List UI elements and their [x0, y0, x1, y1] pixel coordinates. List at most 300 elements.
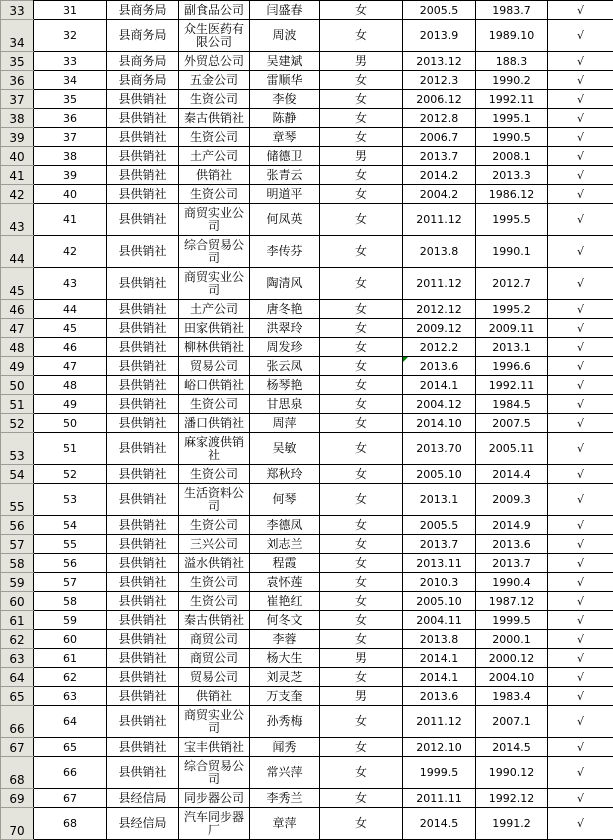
- start-date-cell[interactable]: 1990.12: [476, 757, 548, 789]
- row-header[interactable]: 42: [1, 185, 34, 204]
- gender-cell[interactable]: 女: [320, 20, 403, 52]
- date-cell[interactable]: 2011.12: [403, 204, 476, 236]
- name-cell[interactable]: 刘灵芝: [250, 668, 320, 687]
- date-cell[interactable]: 2014.1: [403, 376, 476, 395]
- serial-cell[interactable]: 33: [34, 52, 107, 71]
- serial-cell[interactable]: 52: [34, 465, 107, 484]
- department-cell[interactable]: 县经信局: [107, 789, 179, 808]
- row-header[interactable]: 45: [1, 268, 34, 300]
- name-cell[interactable]: 吴建斌: [250, 52, 320, 71]
- name-cell[interactable]: 崔艳红: [250, 592, 320, 611]
- check-cell[interactable]: √: [548, 649, 613, 668]
- check-cell[interactable]: √: [548, 433, 613, 465]
- serial-cell[interactable]: 51: [34, 433, 107, 465]
- check-cell[interactable]: √: [548, 52, 613, 71]
- gender-cell[interactable]: 女: [320, 414, 403, 433]
- date-cell[interactable]: 2005.5: [403, 516, 476, 535]
- start-date-cell[interactable]: 188.3: [476, 52, 548, 71]
- row-header[interactable]: 62: [1, 630, 34, 649]
- department-cell[interactable]: 县供销社: [107, 319, 179, 338]
- check-cell[interactable]: √: [548, 1, 613, 20]
- check-cell[interactable]: √: [548, 376, 613, 395]
- name-cell[interactable]: 周发珍: [250, 338, 320, 357]
- department-cell[interactable]: 县商务局: [107, 71, 179, 90]
- date-cell[interactable]: 2014.1: [403, 668, 476, 687]
- date-cell[interactable]: 2011.12: [403, 706, 476, 738]
- unit-cell[interactable]: 生资公司: [179, 90, 250, 109]
- serial-cell[interactable]: 45: [34, 319, 107, 338]
- check-cell[interactable]: √: [548, 414, 613, 433]
- check-cell[interactable]: √: [548, 687, 613, 706]
- row-header[interactable]: 36: [1, 71, 34, 90]
- department-cell[interactable]: 县供销社: [107, 573, 179, 592]
- row-header[interactable]: 41: [1, 166, 34, 185]
- name-cell[interactable]: 郑秋玲: [250, 465, 320, 484]
- start-date-cell[interactable]: 2007.1: [476, 706, 548, 738]
- check-cell[interactable]: √: [548, 592, 613, 611]
- gender-cell[interactable]: 女: [320, 128, 403, 147]
- name-cell[interactable]: 李秀兰: [250, 789, 320, 808]
- department-cell[interactable]: 县供销社: [107, 204, 179, 236]
- serial-cell[interactable]: 65: [34, 738, 107, 757]
- start-date-cell[interactable]: 1983.7: [476, 1, 548, 20]
- department-cell[interactable]: 县供销社: [107, 484, 179, 516]
- name-cell[interactable]: 储德卫: [250, 147, 320, 166]
- row-header[interactable]: 67: [1, 738, 34, 757]
- name-cell[interactable]: 何琴: [250, 484, 320, 516]
- name-cell[interactable]: 甘思泉: [250, 395, 320, 414]
- start-date-cell[interactable]: 2005.11: [476, 433, 548, 465]
- name-cell[interactable]: 周波: [250, 20, 320, 52]
- row-header[interactable]: 53: [1, 433, 34, 465]
- start-date-cell[interactable]: 1990.2: [476, 71, 548, 90]
- name-cell[interactable]: 何冬文: [250, 611, 320, 630]
- serial-cell[interactable]: 64: [34, 706, 107, 738]
- name-cell[interactable]: 雷顺华: [250, 71, 320, 90]
- start-date-cell[interactable]: 1990.4: [476, 573, 548, 592]
- gender-cell[interactable]: 女: [320, 376, 403, 395]
- serial-cell[interactable]: 56: [34, 554, 107, 573]
- date-cell[interactable]: 2013.12: [403, 52, 476, 71]
- gender-cell[interactable]: 女: [320, 668, 403, 687]
- name-cell[interactable]: 陈静: [250, 109, 320, 128]
- unit-cell[interactable]: 生资公司: [179, 573, 250, 592]
- serial-cell[interactable]: 67: [34, 789, 107, 808]
- serial-cell[interactable]: 35: [34, 90, 107, 109]
- gender-cell[interactable]: 女: [320, 592, 403, 611]
- row-header[interactable]: 68: [1, 757, 34, 789]
- department-cell[interactable]: 县供销社: [107, 465, 179, 484]
- department-cell[interactable]: 县供销社: [107, 128, 179, 147]
- start-date-cell[interactable]: 2007.5: [476, 414, 548, 433]
- name-cell[interactable]: 袁怀莲: [250, 573, 320, 592]
- name-cell[interactable]: 程霞: [250, 554, 320, 573]
- date-cell[interactable]: 2012.8: [403, 109, 476, 128]
- name-cell[interactable]: 章琴: [250, 128, 320, 147]
- date-cell[interactable]: 2004.12: [403, 395, 476, 414]
- date-cell[interactable]: 2012.12: [403, 300, 476, 319]
- gender-cell[interactable]: 女: [320, 808, 403, 840]
- date-cell[interactable]: 2005.5: [403, 1, 476, 20]
- unit-cell[interactable]: 众生医药有限公司: [179, 20, 250, 52]
- department-cell[interactable]: 县经信局: [107, 808, 179, 840]
- start-date-cell[interactable]: 2008.1: [476, 147, 548, 166]
- row-header[interactable]: 59: [1, 573, 34, 592]
- unit-cell[interactable]: 五金公司: [179, 71, 250, 90]
- row-header[interactable]: 66: [1, 706, 34, 738]
- unit-cell[interactable]: 商贸实业公司: [179, 204, 250, 236]
- row-header[interactable]: 54: [1, 465, 34, 484]
- date-cell[interactable]: 2014.2: [403, 166, 476, 185]
- gender-cell[interactable]: 男: [320, 147, 403, 166]
- department-cell[interactable]: 县供销社: [107, 147, 179, 166]
- check-cell[interactable]: √: [548, 484, 613, 516]
- check-cell[interactable]: √: [548, 573, 613, 592]
- check-cell[interactable]: √: [548, 535, 613, 554]
- check-cell[interactable]: √: [548, 90, 613, 109]
- serial-cell[interactable]: 34: [34, 71, 107, 90]
- department-cell[interactable]: 县供销社: [107, 90, 179, 109]
- date-cell[interactable]: 2013.11: [403, 554, 476, 573]
- start-date-cell[interactable]: 2013.6: [476, 535, 548, 554]
- department-cell[interactable]: 县供销社: [107, 300, 179, 319]
- check-cell[interactable]: √: [548, 789, 613, 808]
- unit-cell[interactable]: 商贸公司: [179, 630, 250, 649]
- check-cell[interactable]: √: [548, 611, 613, 630]
- name-cell[interactable]: 闫盛春: [250, 1, 320, 20]
- check-cell[interactable]: √: [548, 738, 613, 757]
- gender-cell[interactable]: 女: [320, 395, 403, 414]
- department-cell[interactable]: 县供销社: [107, 166, 179, 185]
- start-date-cell[interactable]: 2013.3: [476, 166, 548, 185]
- department-cell[interactable]: 县供销社: [107, 395, 179, 414]
- department-cell[interactable]: 县供销社: [107, 554, 179, 573]
- start-date-cell[interactable]: 2004.10: [476, 668, 548, 687]
- start-date-cell[interactable]: 2013.1: [476, 338, 548, 357]
- check-cell[interactable]: √: [548, 808, 613, 840]
- unit-cell[interactable]: 生资公司: [179, 516, 250, 535]
- start-date-cell[interactable]: 1983.4: [476, 687, 548, 706]
- gender-cell[interactable]: 女: [320, 433, 403, 465]
- start-date-cell[interactable]: 1999.5: [476, 611, 548, 630]
- start-date-cell[interactable]: 1992.11: [476, 376, 548, 395]
- unit-cell[interactable]: 商贸实业公司: [179, 706, 250, 738]
- name-cell[interactable]: 李德凤: [250, 516, 320, 535]
- row-header[interactable]: 51: [1, 395, 34, 414]
- start-date-cell[interactable]: 2014.4: [476, 465, 548, 484]
- row-header[interactable]: 48: [1, 338, 34, 357]
- row-header[interactable]: 70: [1, 808, 34, 840]
- check-cell[interactable]: √: [548, 20, 613, 52]
- row-header[interactable]: 52: [1, 414, 34, 433]
- unit-cell[interactable]: 供销社: [179, 166, 250, 185]
- serial-cell[interactable]: 38: [34, 147, 107, 166]
- serial-cell[interactable]: 32: [34, 20, 107, 52]
- row-header[interactable]: 65: [1, 687, 34, 706]
- serial-cell[interactable]: 66: [34, 757, 107, 789]
- unit-cell[interactable]: 生资公司: [179, 128, 250, 147]
- unit-cell[interactable]: 外贸总公司: [179, 52, 250, 71]
- department-cell[interactable]: 县供销社: [107, 630, 179, 649]
- date-cell[interactable]: 2010.3: [403, 573, 476, 592]
- department-cell[interactable]: 县供销社: [107, 757, 179, 789]
- name-cell[interactable]: 李俊: [250, 90, 320, 109]
- row-header[interactable]: 34: [1, 20, 34, 52]
- name-cell[interactable]: 陶清风: [250, 268, 320, 300]
- serial-cell[interactable]: 40: [34, 185, 107, 204]
- serial-cell[interactable]: 37: [34, 128, 107, 147]
- date-cell[interactable]: 2012.2: [403, 338, 476, 357]
- serial-cell[interactable]: 39: [34, 166, 107, 185]
- unit-cell[interactable]: 综合贸易公司: [179, 757, 250, 789]
- check-cell[interactable]: √: [548, 204, 613, 236]
- unit-cell[interactable]: 宝丰供销社: [179, 738, 250, 757]
- check-cell[interactable]: √: [548, 630, 613, 649]
- name-cell[interactable]: 常兴萍: [250, 757, 320, 789]
- start-date-cell[interactable]: 1984.5: [476, 395, 548, 414]
- serial-cell[interactable]: 57: [34, 573, 107, 592]
- unit-cell[interactable]: 生资公司: [179, 185, 250, 204]
- department-cell[interactable]: 县供销社: [107, 236, 179, 268]
- date-cell[interactable]: 2009.12: [403, 319, 476, 338]
- date-cell[interactable]: 2013.7: [403, 535, 476, 554]
- gender-cell[interactable]: 女: [320, 738, 403, 757]
- date-cell[interactable]: 2012.10: [403, 738, 476, 757]
- gender-cell[interactable]: 女: [320, 357, 403, 376]
- gender-cell[interactable]: 女: [320, 236, 403, 268]
- gender-cell[interactable]: 女: [320, 789, 403, 808]
- serial-cell[interactable]: 44: [34, 300, 107, 319]
- serial-cell[interactable]: 61: [34, 649, 107, 668]
- date-cell[interactable]: 2011.12: [403, 268, 476, 300]
- gender-cell[interactable]: 女: [320, 90, 403, 109]
- gender-cell[interactable]: 女: [320, 757, 403, 789]
- department-cell[interactable]: 县供销社: [107, 357, 179, 376]
- gender-cell[interactable]: 女: [320, 1, 403, 20]
- serial-cell[interactable]: 48: [34, 376, 107, 395]
- check-cell[interactable]: √: [548, 109, 613, 128]
- unit-cell[interactable]: 柳林供销社: [179, 338, 250, 357]
- department-cell[interactable]: 县供销社: [107, 376, 179, 395]
- start-date-cell[interactable]: 1995.2: [476, 300, 548, 319]
- gender-cell[interactable]: 女: [320, 300, 403, 319]
- department-cell[interactable]: 县供销社: [107, 268, 179, 300]
- unit-cell[interactable]: 同步器公司: [179, 789, 250, 808]
- check-cell[interactable]: √: [548, 166, 613, 185]
- date-cell[interactable]: 2014.1: [403, 649, 476, 668]
- start-date-cell[interactable]: 1992.12: [476, 789, 548, 808]
- date-cell[interactable]: 2013.8: [403, 236, 476, 268]
- unit-cell[interactable]: 秦古供销社: [179, 611, 250, 630]
- name-cell[interactable]: 张青云: [250, 166, 320, 185]
- check-cell[interactable]: √: [548, 300, 613, 319]
- unit-cell[interactable]: 商贸公司: [179, 649, 250, 668]
- unit-cell[interactable]: 土产公司: [179, 147, 250, 166]
- serial-cell[interactable]: 62: [34, 668, 107, 687]
- serial-cell[interactable]: 43: [34, 268, 107, 300]
- start-date-cell[interactable]: 2000.1: [476, 630, 548, 649]
- gender-cell[interactable]: 女: [320, 706, 403, 738]
- name-cell[interactable]: 李蓉: [250, 630, 320, 649]
- date-cell[interactable]: 2014.5: [403, 808, 476, 840]
- unit-cell[interactable]: 溢水供销社: [179, 554, 250, 573]
- gender-cell[interactable]: 女: [320, 465, 403, 484]
- name-cell[interactable]: 唐冬艳: [250, 300, 320, 319]
- unit-cell[interactable]: 汽车同步器厂: [179, 808, 250, 840]
- start-date-cell[interactable]: 1986.12: [476, 185, 548, 204]
- start-date-cell[interactable]: 1995.1: [476, 109, 548, 128]
- date-cell[interactable]: 2005.10: [403, 592, 476, 611]
- check-cell[interactable]: √: [548, 338, 613, 357]
- unit-cell[interactable]: 副食品公司: [179, 1, 250, 20]
- name-cell[interactable]: 万支奎: [250, 687, 320, 706]
- serial-cell[interactable]: 53: [34, 484, 107, 516]
- unit-cell[interactable]: 田家供销社: [179, 319, 250, 338]
- start-date-cell[interactable]: 1990.5: [476, 128, 548, 147]
- date-cell[interactable]: 2006.7: [403, 128, 476, 147]
- name-cell[interactable]: 洪翠玲: [250, 319, 320, 338]
- unit-cell[interactable]: 秦古供销社: [179, 109, 250, 128]
- check-cell[interactable]: √: [548, 465, 613, 484]
- check-cell[interactable]: √: [548, 71, 613, 90]
- serial-cell[interactable]: 42: [34, 236, 107, 268]
- start-date-cell[interactable]: 1996.6: [476, 357, 548, 376]
- start-date-cell[interactable]: 1991.2: [476, 808, 548, 840]
- serial-cell[interactable]: 63: [34, 687, 107, 706]
- name-cell[interactable]: 闻秀: [250, 738, 320, 757]
- row-header[interactable]: 49: [1, 357, 34, 376]
- serial-cell[interactable]: 50: [34, 414, 107, 433]
- check-cell[interactable]: √: [548, 516, 613, 535]
- date-cell[interactable]: 2005.10: [403, 465, 476, 484]
- serial-cell[interactable]: 31: [34, 1, 107, 20]
- department-cell[interactable]: 县商务局: [107, 52, 179, 71]
- start-date-cell[interactable]: 1990.1: [476, 236, 548, 268]
- start-date-cell[interactable]: 2000.12: [476, 649, 548, 668]
- department-cell[interactable]: 县供销社: [107, 535, 179, 554]
- row-header[interactable]: 63: [1, 649, 34, 668]
- name-cell[interactable]: 杨大生: [250, 649, 320, 668]
- check-cell[interactable]: √: [548, 554, 613, 573]
- gender-cell[interactable]: 女: [320, 338, 403, 357]
- serial-cell[interactable]: 58: [34, 592, 107, 611]
- gender-cell[interactable]: 女: [320, 204, 403, 236]
- name-cell[interactable]: 章萍: [250, 808, 320, 840]
- unit-cell[interactable]: 供销社: [179, 687, 250, 706]
- date-cell[interactable]: 2013.1: [403, 484, 476, 516]
- department-cell[interactable]: 县供销社: [107, 185, 179, 204]
- start-date-cell[interactable]: 2013.7: [476, 554, 548, 573]
- start-date-cell[interactable]: 2014.5: [476, 738, 548, 757]
- check-cell[interactable]: √: [548, 757, 613, 789]
- serial-cell[interactable]: 59: [34, 611, 107, 630]
- check-cell[interactable]: √: [548, 236, 613, 268]
- serial-cell[interactable]: 60: [34, 630, 107, 649]
- check-cell[interactable]: √: [548, 319, 613, 338]
- row-header[interactable]: 64: [1, 668, 34, 687]
- department-cell[interactable]: 县供销社: [107, 338, 179, 357]
- unit-cell[interactable]: 综合贸易公司: [179, 236, 250, 268]
- date-cell[interactable]: 2006.12: [403, 90, 476, 109]
- name-cell[interactable]: 吴敏: [250, 433, 320, 465]
- date-cell[interactable]: 1999.5: [403, 757, 476, 789]
- gender-cell[interactable]: 女: [320, 611, 403, 630]
- unit-cell[interactable]: 贸易公司: [179, 357, 250, 376]
- row-header[interactable]: 47: [1, 319, 34, 338]
- date-cell[interactable]: 2011.11: [403, 789, 476, 808]
- department-cell[interactable]: 县供销社: [107, 649, 179, 668]
- name-cell[interactable]: 何凤英: [250, 204, 320, 236]
- start-date-cell[interactable]: 2012.7: [476, 268, 548, 300]
- name-cell[interactable]: 李传芬: [250, 236, 320, 268]
- unit-cell[interactable]: 贸易公司: [179, 668, 250, 687]
- start-date-cell[interactable]: 2014.9: [476, 516, 548, 535]
- start-date-cell[interactable]: 1995.5: [476, 204, 548, 236]
- gender-cell[interactable]: 男: [320, 687, 403, 706]
- date-cell[interactable]: 2012.3: [403, 71, 476, 90]
- date-cell[interactable]: 2013.70: [403, 433, 476, 465]
- date-cell[interactable]: 2004.11: [403, 611, 476, 630]
- unit-cell[interactable]: 峪口供销社: [179, 376, 250, 395]
- check-cell[interactable]: √: [548, 128, 613, 147]
- check-cell[interactable]: √: [548, 668, 613, 687]
- date-cell[interactable]: 2014.10: [403, 414, 476, 433]
- row-header[interactable]: 55: [1, 484, 34, 516]
- row-header[interactable]: 69: [1, 789, 34, 808]
- name-cell[interactable]: 张云凤: [250, 357, 320, 376]
- row-header[interactable]: 60: [1, 592, 34, 611]
- serial-cell[interactable]: 55: [34, 535, 107, 554]
- department-cell[interactable]: 县供销社: [107, 516, 179, 535]
- row-header[interactable]: 43: [1, 204, 34, 236]
- serial-cell[interactable]: 47: [34, 357, 107, 376]
- gender-cell[interactable]: 男: [320, 649, 403, 668]
- department-cell[interactable]: 县供销社: [107, 109, 179, 128]
- check-cell[interactable]: √: [548, 395, 613, 414]
- date-cell[interactable]: 2013.6: [403, 357, 476, 376]
- gender-cell[interactable]: 男: [320, 52, 403, 71]
- department-cell[interactable]: 县供销社: [107, 433, 179, 465]
- row-header[interactable]: 33: [1, 1, 34, 20]
- serial-cell[interactable]: 46: [34, 338, 107, 357]
- gender-cell[interactable]: 女: [320, 109, 403, 128]
- serial-cell[interactable]: 54: [34, 516, 107, 535]
- row-header[interactable]: 57: [1, 535, 34, 554]
- gender-cell[interactable]: 女: [320, 516, 403, 535]
- serial-cell[interactable]: 41: [34, 204, 107, 236]
- check-cell[interactable]: √: [548, 185, 613, 204]
- date-cell[interactable]: 2013.6: [403, 687, 476, 706]
- department-cell[interactable]: 县商务局: [107, 1, 179, 20]
- department-cell[interactable]: 县供销社: [107, 738, 179, 757]
- start-date-cell[interactable]: 1987.12: [476, 592, 548, 611]
- department-cell[interactable]: 县供销社: [107, 687, 179, 706]
- name-cell[interactable]: 孙秀梅: [250, 706, 320, 738]
- row-header[interactable]: 37: [1, 90, 34, 109]
- department-cell[interactable]: 县供销社: [107, 414, 179, 433]
- department-cell[interactable]: 县供销社: [107, 706, 179, 738]
- name-cell[interactable]: 杨琴艳: [250, 376, 320, 395]
- serial-cell[interactable]: 68: [34, 808, 107, 840]
- gender-cell[interactable]: 女: [320, 166, 403, 185]
- name-cell[interactable]: 明道平: [250, 185, 320, 204]
- gender-cell[interactable]: 女: [320, 484, 403, 516]
- gender-cell[interactable]: 女: [320, 268, 403, 300]
- unit-cell[interactable]: 生活资料公司: [179, 484, 250, 516]
- row-header[interactable]: 39: [1, 128, 34, 147]
- name-cell[interactable]: 周萍: [250, 414, 320, 433]
- row-header[interactable]: 58: [1, 554, 34, 573]
